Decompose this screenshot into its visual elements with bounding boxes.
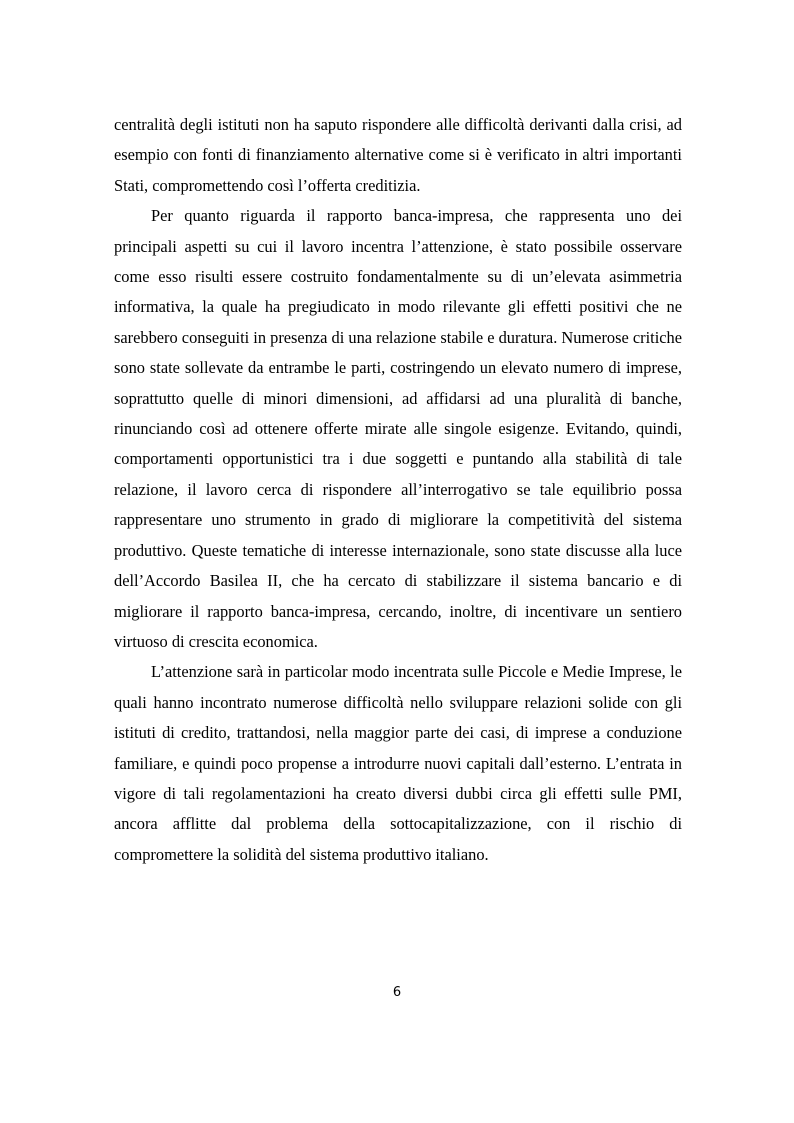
page-number: 6 <box>392 985 402 1000</box>
body-text <box>114 110 682 870</box>
paragraph-sme-focus: L’attenzione sarà in particolar modo incentrata sulle Piccole e Medie Imprese, le quali hanno incontrato numerose difficoltà nello sviluppare relazioni solide con gli istituti di credito, trattandosi, nella maggior parte dei casi, di imprese a conduzione familiare, e quindi poco propense a introdurre nuovi capitali dall’esterno. L’entrata in vigore di tali regolamentazioni ha creato diversi dubbi circa gli effetti sulle PMI, ancora afflitte dal problema della sottocapitalizzazione, con il rischio di compromettere la solidità del sistema produttivo italiano. <box>114 662 682 864</box>
paragraph-bank-firm-relationship: Per quanto riguarda il rapporto banca-impresa, che rappresenta uno dei principali aspetti su cui il lavoro incentra l’attenzione, è stato possibile osservare come esso risulti essere costruito fondamentalmente su di un’elevata asimmetria informativa, la quale ha pregiudicato in modo rilevante gli effetti positivi che ne sarebbero conseguiti in presenza di una relazione stabile e duratura. Numerose critiche sono state sollevate da entrambe le parti, costringendo un elevato numero di imprese, soprattutto quelle di minori dimensioni, ad affidarsi ad una pluralità di banche, rinunciando così ad ottenere offerte mirate alle singole esigenze. Evitando, quindi, comportamenti opportunistici tra i due soggetti e puntando alla stabilità di tale relazione, il lavoro cerca di rispondere all’interrogativo se tale equilibrio possa rappresentare uno strumento in grado di migliorare la competitività del sistema produttivo. Queste tematiche di interesse internazionale, sono state discusse alla luce dell’Accordo Basilea II, che ha cercato di stabilizzare il sistema bancario e di migliorare il rapporto banca-impresa, cercando, inoltre, di incentivare un sentiero virtuoso di crescita economica. <box>114 206 682 651</box>
paragraph-continuation: centralità degli istituti non ha saputo rispondere alle difficoltà derivanti dalla crisi, ad esempio con fonti di finanziamento alternative come si è verificato in altri importanti Stati, compromettendo così l’offerta creditizia. <box>114 115 682 195</box>
